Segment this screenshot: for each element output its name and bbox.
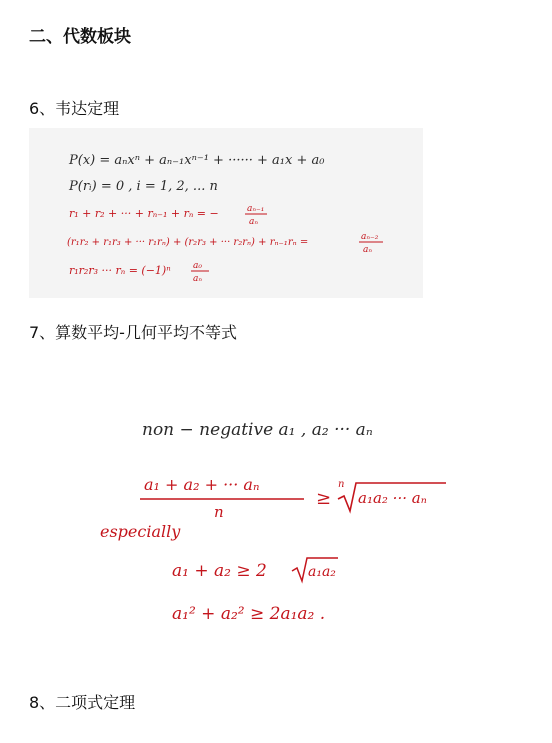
amgm-root-index: n [338, 479, 345, 490]
amgm-square-inequality: a₁² + a₂² ≥ 2a₁a₂ . [172, 604, 326, 624]
especially-label: especially [100, 522, 181, 541]
amgm-two-term-inequality: a₁ + a₂ ≥ 2 [172, 561, 267, 581]
vieta-handwritten-note [29, 128, 423, 298]
heading-vieta: 6、韦达定理 [29, 99, 120, 118]
vieta-line-pair-sum: (r₁r₂ + r₁r₃ + ··· r₁rₙ) + (r₂r₃ + ··· r₂rₙ) + rₙ₋₁rₙ = [67, 237, 309, 248]
amgm-nonnegative-line: non − negative a₁ , a₂ ··· aₙ [142, 420, 373, 440]
vieta-line-sum: r₁ + r₂ + ··· + rₙ₋₁ + rₙ = − [69, 207, 219, 220]
vieta-pair-denominator: aₙ [363, 245, 373, 255]
vieta-line-roots: P(rᵢ) = 0 , i = 1, 2, ... n [69, 179, 218, 194]
vieta-product-denominator: aₙ [193, 274, 203, 284]
amgm-fraction-numerator: a₁ + a₂ + ··· aₙ [144, 475, 260, 494]
heading-binomial: 8、二项式定理 [29, 693, 136, 712]
vieta-line-polynomial: P(x) = aₙxⁿ + aₙ₋₁xⁿ⁻¹ + ······ + a₁x + a₀ [69, 153, 325, 168]
amgm-fraction-denominator: n [214, 503, 224, 521]
vieta-pair-numerator: aₙ₋₂ [361, 232, 379, 242]
amgm-geq-sign: ≥ [316, 488, 332, 509]
vieta-sum-denominator: aₙ [249, 217, 259, 227]
amgm-two-term-root: a₁a₂ [308, 564, 336, 580]
vieta-sum-numerator: aₙ₋₁ [247, 204, 265, 214]
vieta-line-product: r₁r₂r₃ ··· rₙ = (−1)ⁿ [69, 264, 171, 277]
amgm-handwritten-note [80, 395, 500, 645]
heading-amgm: 7、算数平均-几何平均不等式 [29, 323, 237, 342]
vieta-product-numerator: a₀ [193, 261, 202, 271]
section-title: 二、代数板块 [29, 27, 131, 47]
amgm-root-body: a₁a₂ ··· aₙ [358, 489, 427, 507]
